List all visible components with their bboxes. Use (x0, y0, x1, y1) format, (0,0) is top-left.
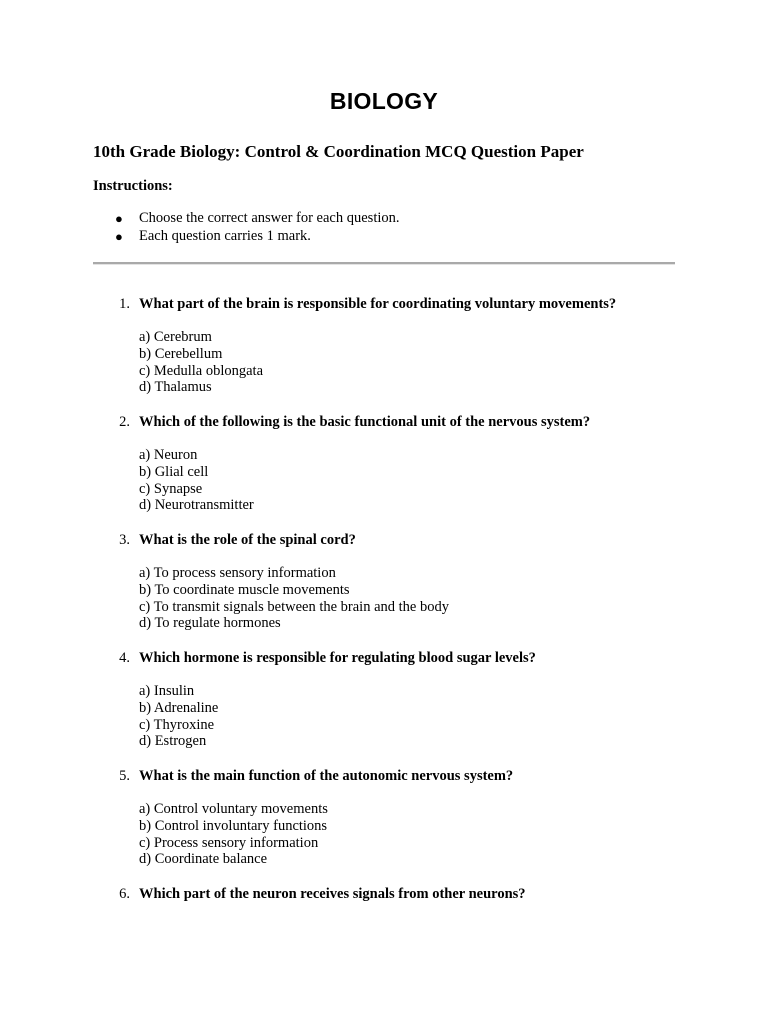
answer-option: c) Thyroxine (139, 716, 215, 733)
answer-option: a) Control voluntary movements (139, 801, 328, 817)
bullet-icon: ● (115, 211, 123, 226)
instructions-list (110, 210, 400, 245)
answer-option: c) To transmit signals between the brain and the body (139, 598, 449, 615)
question-number: 5. (119, 768, 130, 784)
question-item (0, 649, 768, 767)
answer-option: b) Adrenaline (139, 699, 219, 716)
question-text: Which hormone is responsible for regulating blood sugar levels? (139, 650, 536, 666)
question-item (0, 413, 768, 531)
answer-option: a) To process sensory information (139, 565, 336, 581)
answer-option: b) Cerebellum (139, 345, 223, 362)
question-text: What part of the brain is responsible for coordinating voluntary movements? (139, 296, 617, 312)
answer-option: d) Estrogen (139, 733, 207, 750)
question-text: Which part of the neuron receives signals from other neurons? (139, 886, 526, 902)
option-list (139, 565, 449, 632)
answer-option: d) Coordinate balance (139, 851, 268, 868)
instruction-text: Choose the correct answer for each question. (139, 210, 400, 226)
answer-option: a) Cerebrum (139, 329, 212, 345)
instruction-item (110, 228, 400, 246)
question-number: 3. (119, 532, 130, 548)
answer-option: a) Insulin (139, 683, 195, 699)
question-item (0, 767, 768, 885)
answer-option: a) Neuron (139, 447, 198, 463)
question-number: 2. (119, 414, 130, 430)
option-list (139, 683, 218, 750)
question-number: 1. (119, 296, 130, 312)
question-number: 6. (119, 886, 130, 902)
question-item (0, 531, 768, 649)
instructions-heading: Instructions: (93, 178, 173, 194)
question-number: 4. (119, 650, 130, 666)
answer-option: b) To coordinate muscle movements (139, 581, 350, 598)
answer-option: d) Thalamus (139, 379, 212, 396)
question-text: Which of the following is the basic functional unit of the nervous system? (139, 414, 591, 430)
answer-option: c) Process sensory information (139, 834, 319, 851)
subject-title: BIOLOGY (329, 88, 439, 114)
question-item (0, 295, 768, 413)
question-list (0, 295, 768, 1003)
question-item (0, 885, 768, 1003)
instruction-text: Each question carries 1 mark. (139, 227, 311, 244)
option-list (139, 329, 263, 396)
option-list (139, 801, 328, 868)
answer-option: b) Glial cell (139, 463, 209, 480)
paper-title: 10th Grade Biology: Control & Coordination MCQ Question Paper (93, 142, 584, 161)
answer-option: c) Medulla oblongata (139, 362, 264, 379)
question-text: What is the role of the spinal cord? (139, 532, 356, 548)
answer-option: c) Synapse (139, 480, 203, 497)
horizontal-divider (93, 262, 675, 265)
bullet-icon: ● (115, 228, 123, 244)
option-list (139, 447, 254, 514)
answer-option: b) Control involuntary functions (139, 817, 328, 834)
answer-option: d) Neurotransmitter (139, 497, 254, 514)
question-text: What is the main function of the autonomic nervous system? (139, 768, 514, 784)
instruction-item (110, 210, 400, 228)
answer-option: d) To regulate hormones (139, 615, 281, 632)
